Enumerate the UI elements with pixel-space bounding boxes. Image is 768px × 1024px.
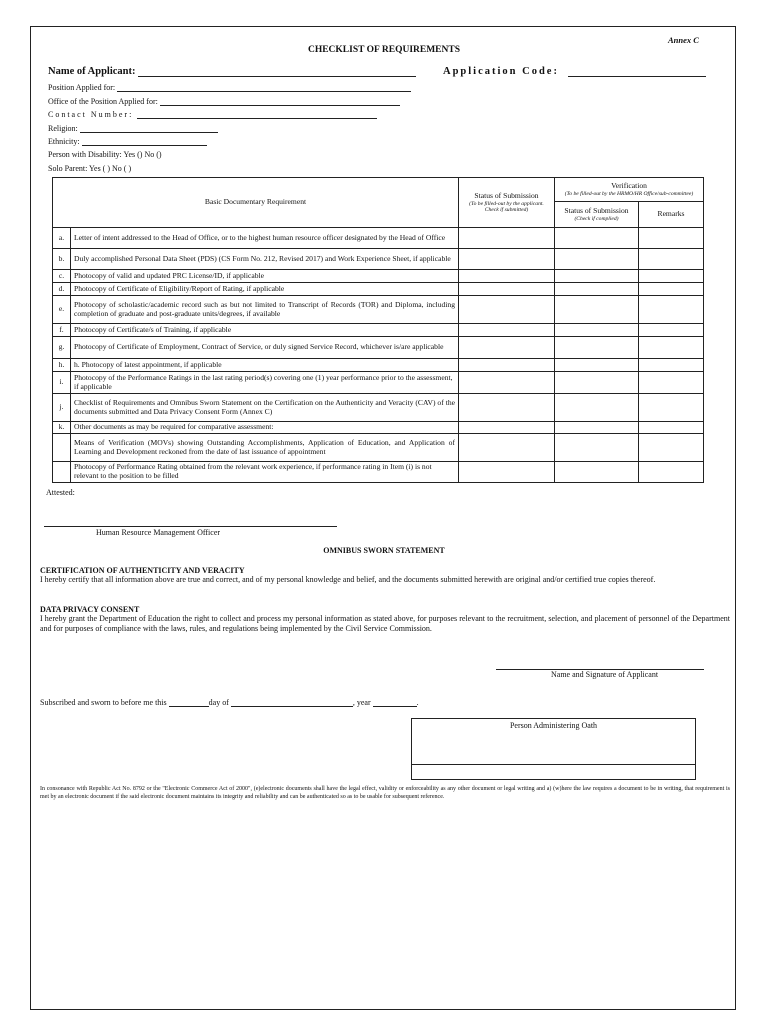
remarks-cell[interactable] <box>639 462 704 483</box>
table-row <box>53 359 704 372</box>
position-label: Position Applied for: <box>48 83 116 92</box>
contact-field[interactable] <box>137 109 377 119</box>
hrmo-signature-line[interactable] <box>44 526 337 527</box>
solo-parent-row[interactable]: Solo Parent: Yes ( ) No ( ) <box>48 164 132 173</box>
status-cell[interactable] <box>459 372 555 394</box>
row-requirement: Photocopy of the Performance Ratings in the last rating period(s) covering one (1) year performance prior to the assessment, if applicable <box>71 372 459 394</box>
ethnicity-row <box>48 136 207 146</box>
row-letter: j. <box>53 394 71 422</box>
verification-cell[interactable] <box>555 434 639 462</box>
row-letter: c. <box>53 270 71 283</box>
row-requirement: Duly accomplished Personal Data Sheet (PDS) (CS Form No. 212, Revised 2017) and Work Experience Sheet, if applicable <box>71 249 459 270</box>
table-row <box>53 324 704 337</box>
attested-label: Attested: <box>46 488 75 497</box>
remarks-cell[interactable] <box>639 359 704 372</box>
status-cell[interactable] <box>459 249 555 270</box>
remarks-cell[interactable] <box>639 228 704 249</box>
row-requirement: Photocopy of Performance Rating obtained from the relevant work experience, if performance rating in Item (i) is not relevant to the position to be filled <box>71 462 459 483</box>
remarks-cell[interactable] <box>639 296 704 324</box>
table-row <box>53 394 704 422</box>
row-requirement: Photocopy of scholastic/academic record such as but not limited to Transcript of Records (TOR) and Diploma, including completion of graduate and post-graduate units/degrees, if available <box>71 296 459 324</box>
footer-note: In consonance with Republic Act No. 8792 or the "Electronic Commerce Act of 2000", (e)electronic documents shall have the legal effect, validity or enforceability as any other document or legal writing and a) (w)here the law requires a document to be in writing, that requirement is met by an electronic document if the said electronic document maintains its integrity and reliability and can be authenticated so as to be usable for subsequent reference. <box>40 786 730 800</box>
remarks-cell[interactable] <box>639 249 704 270</box>
applicant-signature-label: Name and Signature of Applicant <box>551 670 659 679</box>
header-requirement: Basic Documentary Requirement <box>53 178 459 228</box>
status-cell[interactable] <box>459 228 555 249</box>
table-row <box>53 434 704 462</box>
status-cell[interactable] <box>459 422 555 434</box>
sworn-day-label: day of <box>208 698 229 707</box>
name-label: Name of Applicant: <box>48 66 136 77</box>
row-requirement: Letter of intent addressed to the Head of Office, or to the highest human resource officer designated by the Head of Office <box>71 228 459 249</box>
row-letter <box>53 462 71 483</box>
header-verification: Verification (To be filled-out by the HRMO/HR Office/sub-committee) <box>555 178 704 202</box>
sworn-end: . <box>416 698 419 707</box>
privacy-text: I hereby grant the Department of Education the right to collect and process my personal information as stated above, for purposes relevant to the recruitment, selection, and placement of personnel of the Department and for purposes of compliance with the laws, rules, and regulations being implemented by the Civil Service Commission. <box>40 614 730 633</box>
row-letter: g. <box>53 337 71 359</box>
religion-row <box>48 123 218 133</box>
header-status-note: (To be filled-out by the applicant. Check if submitted) <box>469 200 544 213</box>
row-letter: i. <box>53 372 71 394</box>
remarks-cell[interactable] <box>639 394 704 422</box>
position-field[interactable] <box>117 82 411 92</box>
remarks-cell[interactable] <box>639 283 704 296</box>
status-cell[interactable] <box>459 359 555 372</box>
table-row <box>53 337 704 359</box>
religion-label: Religion: <box>48 124 78 133</box>
header-status: Status of Submission (To be filled-out by the applicant. Check if submitted) <box>459 178 555 228</box>
table-row <box>53 372 704 394</box>
verification-cell[interactable] <box>555 283 639 296</box>
sworn-row <box>40 697 419 707</box>
row-letter: f. <box>53 324 71 337</box>
row-requirement: Photocopy of Certificate of Employment, Contract of Service, or duly signed Service Record, whichever is/are applicable <box>71 337 459 359</box>
name-field[interactable] <box>138 67 416 77</box>
office-field[interactable] <box>160 96 400 106</box>
status-cell[interactable] <box>459 434 555 462</box>
header-remarks: Remarks <box>639 202 704 228</box>
omnibus-title: OMNIBUS SWORN STATEMENT <box>323 546 445 555</box>
verification-cell[interactable] <box>555 296 639 324</box>
row-letter: d. <box>53 283 71 296</box>
sworn-month-field[interactable] <box>231 697 353 707</box>
status-cell[interactable] <box>459 283 555 296</box>
table-row <box>53 283 704 296</box>
position-row <box>48 82 411 92</box>
application-code-row <box>443 66 559 77</box>
table-row <box>53 422 704 434</box>
sworn-prefix: Subscribed and sworn to before me this <box>40 698 167 707</box>
status-cell[interactable] <box>459 296 555 324</box>
row-letter <box>53 434 71 462</box>
sworn-day-field[interactable] <box>169 697 209 707</box>
name-of-applicant-row <box>48 66 416 77</box>
cav-title: CERTIFICATION OF AUTHENTICITY AND VERACITY <box>40 566 245 575</box>
privacy-title: DATA PRIVACY CONSENT <box>40 605 140 614</box>
contact-label: Contact Number: <box>48 110 134 119</box>
application-code-field[interactable] <box>568 67 706 77</box>
ethnicity-field[interactable] <box>82 136 207 146</box>
hrmo-label: Human Resource Management Officer <box>96 528 221 537</box>
row-requirement: Photocopy of Certificate of Eligibility/Report of Rating, if applicable <box>71 283 459 296</box>
verification-cell[interactable] <box>555 249 639 270</box>
contact-row <box>48 109 377 119</box>
row-requirement: Photocopy of Certificate/s of Training, if applicable <box>71 324 459 337</box>
status-cell[interactable] <box>459 270 555 283</box>
header-ver-status: Status of Submission (Check if complied) <box>555 202 639 228</box>
row-requirement: Means of Verification (MOVs) showing Outstanding Accomplishments, Application of Education, and Application of Learning and Development reckoned from the date of last issuance of appointment <box>71 434 459 462</box>
row-requirement: Checklist of Requirements and Omnibus Sworn Statement on the Certification on the Authenticity and Veracity (CAV) of the documents submitted and Data Privacy Consent Form (Annex C) <box>71 394 459 422</box>
oath-label: Person Administering Oath <box>509 721 598 730</box>
oath-box[interactable] <box>411 718 696 780</box>
header-ver-status-note: (Check if complied) <box>574 215 619 222</box>
requirements-table <box>52 177 704 483</box>
page-border <box>30 26 736 1010</box>
status-cell[interactable] <box>459 462 555 483</box>
row-letter: a. <box>53 228 71 249</box>
row-letter: k. <box>53 422 71 434</box>
row-letter: b. <box>53 249 71 270</box>
row-letter: h. <box>53 359 71 372</box>
remarks-cell[interactable] <box>639 422 704 434</box>
status-cell[interactable] <box>459 394 555 422</box>
remarks-cell[interactable] <box>639 372 704 394</box>
oath-name-field[interactable] <box>411 764 696 780</box>
verification-cell[interactable] <box>555 422 639 434</box>
row-requirement: Photocopy of valid and updated PRC License/ID, if applicable <box>71 270 459 283</box>
row-letter: e. <box>53 296 71 324</box>
office-row <box>48 96 400 106</box>
page-title: CHECKLIST OF REQUIREMENTS <box>307 45 461 55</box>
sworn-year-field[interactable] <box>373 697 417 707</box>
row-requirement: Other documents as may be required for comparative assessment: <box>71 422 459 434</box>
verification-cell[interactable] <box>555 394 639 422</box>
remarks-cell[interactable] <box>639 434 704 462</box>
table-row <box>53 249 704 270</box>
pwd-row[interactable]: Person with Disability: Yes () No () <box>48 150 162 159</box>
code-label: Application Code: <box>443 66 559 77</box>
verification-cell[interactable] <box>555 324 639 337</box>
table-row <box>53 228 704 249</box>
verification-cell[interactable] <box>555 372 639 394</box>
verification-cell[interactable] <box>555 270 639 283</box>
status-cell[interactable] <box>459 324 555 337</box>
religion-field[interactable] <box>80 123 218 133</box>
cav-text: I hereby certify that all information above are true and correct, and of my personal knowledge and belief, and the documents submitted herewith are original and/or certified true copies thereof. <box>40 575 656 584</box>
verification-cell[interactable] <box>555 337 639 359</box>
verification-cell[interactable] <box>555 462 639 483</box>
verification-cell[interactable] <box>555 359 639 372</box>
ethnicity-label: Ethnicity: <box>48 137 80 146</box>
header-verification-note: (To be filled-out by the HRMO/HR Office/sub-committee) <box>564 190 694 197</box>
table-row <box>53 462 704 483</box>
verification-cell[interactable] <box>555 228 639 249</box>
table-row <box>53 270 704 283</box>
sworn-year-label: , year <box>352 698 371 707</box>
remarks-cell[interactable] <box>639 324 704 337</box>
annex-label: Annex C <box>668 35 699 45</box>
remarks-cell[interactable] <box>639 270 704 283</box>
table-row <box>53 296 704 324</box>
remarks-cell[interactable] <box>639 337 704 359</box>
row-requirement: h. Photocopy of latest appointment, if applicable <box>71 359 459 372</box>
status-cell[interactable] <box>459 337 555 359</box>
office-label: Office of the Position Applied for: <box>48 97 158 106</box>
